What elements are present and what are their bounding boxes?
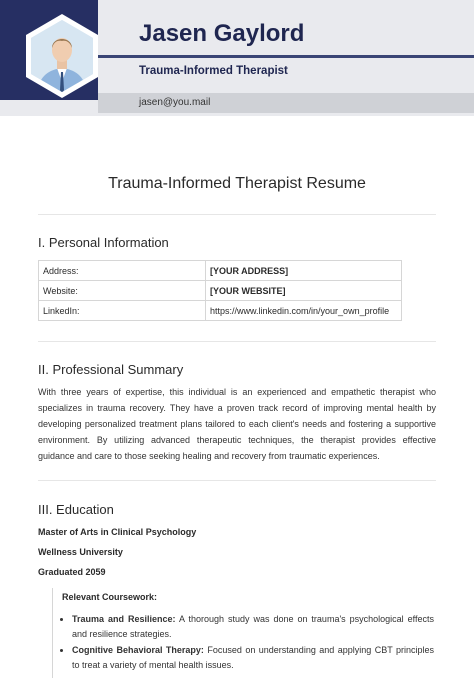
candidate-email: jasen@you.mail xyxy=(139,97,211,108)
school: Wellness University xyxy=(38,547,123,557)
resume-header xyxy=(0,0,474,116)
coursework-label: Relevant Coursework: xyxy=(62,592,158,602)
linkedin-label: LinkedIn: xyxy=(39,301,206,321)
education-heading: III. Education xyxy=(38,502,114,517)
course-name: Trauma and Resilience: xyxy=(72,614,176,624)
personal-info-heading: I. Personal Information xyxy=(38,235,169,250)
candidate-role: Trauma-Informed Therapist xyxy=(139,65,288,77)
coursework-indent-bar xyxy=(52,588,53,678)
candidate-name: Jasen Gaylord xyxy=(139,20,305,47)
profile-photo xyxy=(26,14,98,98)
table-row xyxy=(39,261,402,281)
website-label: Website: xyxy=(39,281,206,301)
course-description: Focused on understanding and applying CBT principles to treat a variety of mental health issues. xyxy=(72,645,434,670)
section-divider xyxy=(38,341,436,342)
section-divider xyxy=(38,480,436,481)
table-row xyxy=(39,281,402,301)
website-value: [YOUR WEBSITE] xyxy=(206,281,402,301)
personal-info-table xyxy=(38,260,402,321)
table-row xyxy=(39,301,402,321)
list-item xyxy=(72,643,434,673)
graduation-year: Graduated 2059 xyxy=(38,567,106,577)
address-label: Address: xyxy=(39,261,206,281)
coursework-list xyxy=(62,612,434,674)
degree: Master of Arts in Clinical Psychology xyxy=(38,527,197,537)
course-description: A thorough study was done on trauma's psychological effects and resilience strategies. xyxy=(72,614,434,639)
list-item xyxy=(72,612,434,642)
summary-heading: II. Professional Summary xyxy=(38,362,184,377)
linkedin-value: https://www.linkedin.com/in/your_own_profile xyxy=(206,301,402,321)
document-title: Trauma-Informed Therapist Resume xyxy=(108,175,366,192)
summary-text: With three years of expertise, this individual is an experienced and empathetic therapist who specializes in trauma recovery. They have a proven track record of improving mental health by developing personalized treatment plans tailored to each client's needs and fostering a supportive environment. By utilizing advanced therapeutic techniques, the therapist provides effective guidance and care to those seeking healing and recovery from traumatic experiences. xyxy=(38,387,436,461)
course-name: Cognitive Behavioral Therapy: xyxy=(72,645,204,655)
section-divider xyxy=(38,214,436,215)
address-value: [YOUR ADDRESS] xyxy=(206,261,402,281)
header-divider xyxy=(98,55,474,58)
